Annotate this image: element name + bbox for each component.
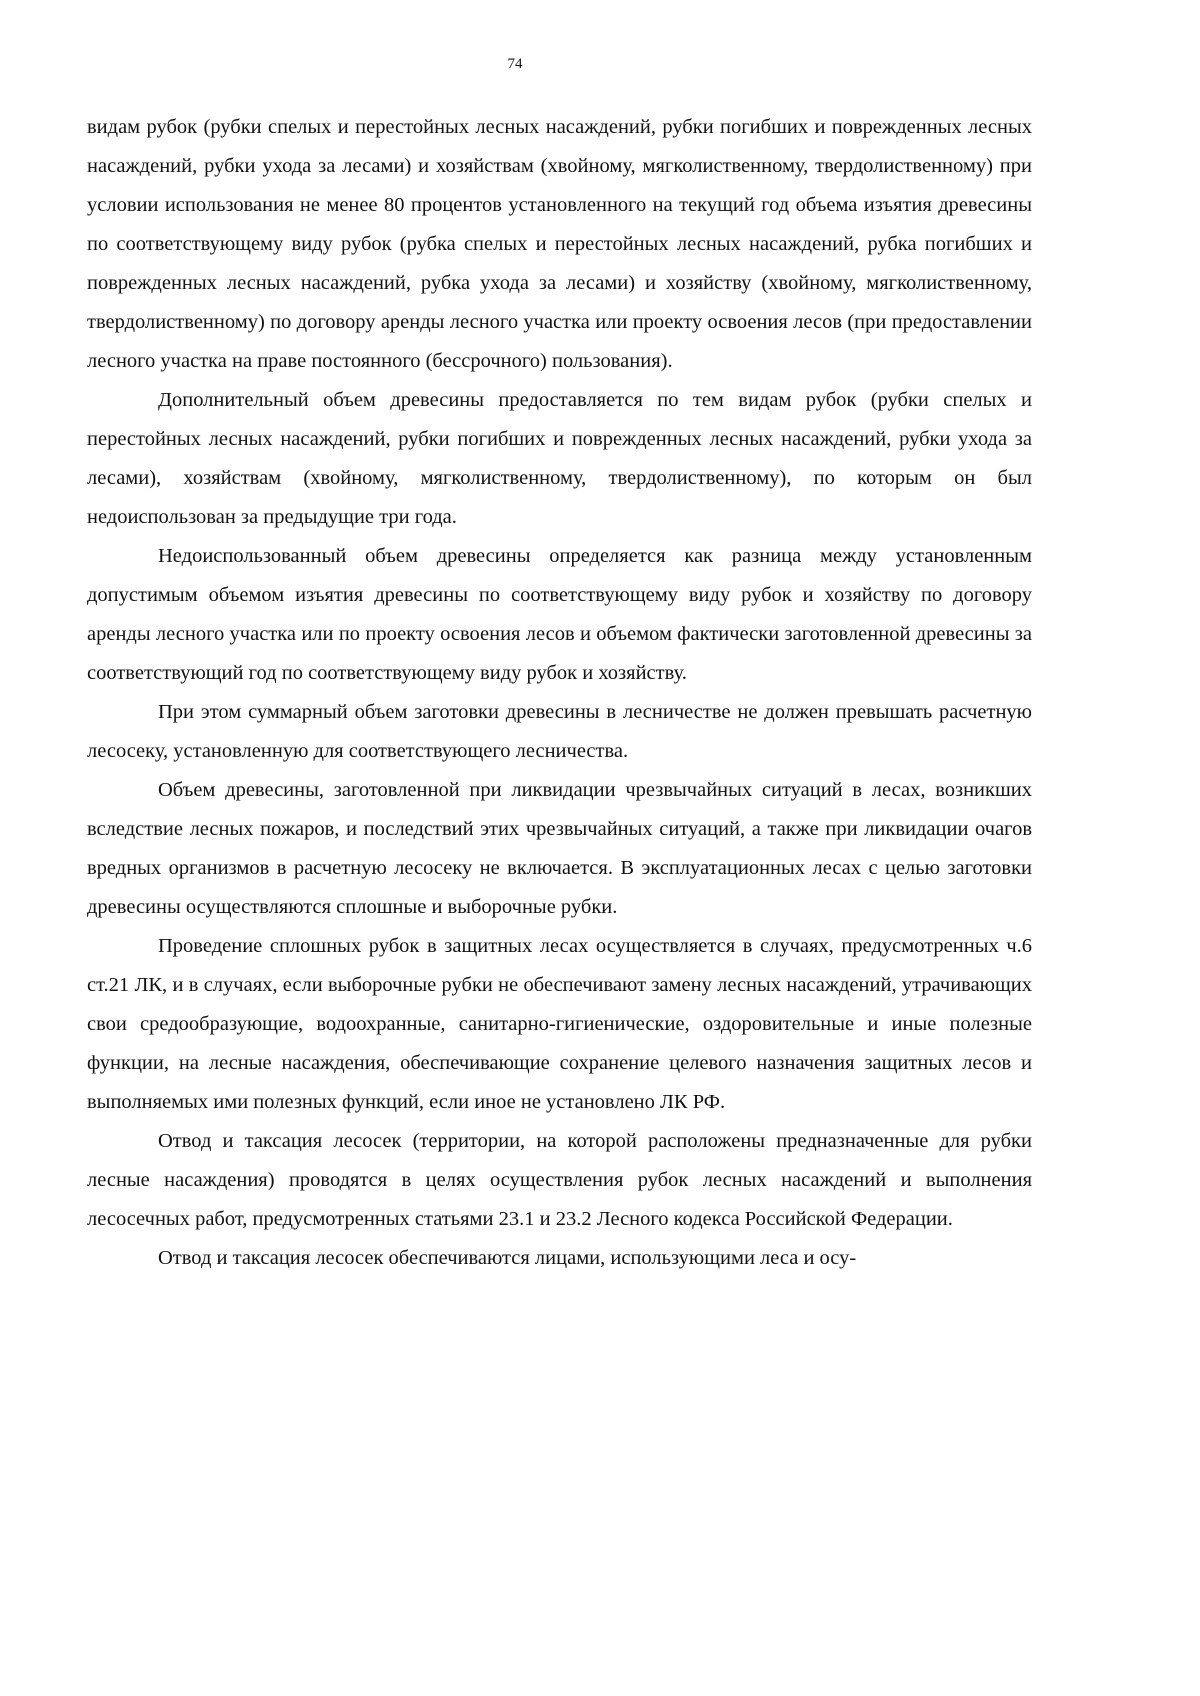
paragraph: Проведение сплошных рубок в защитных лесах осуществляется в случаях, предусмотренных ч.6 ст.21 ЛК, и в случаях, если выборочные рубки не обеспечивают замену лесных насаждений, утрачивающих свои средообразующие, водоохранные, санитарно-гигиенические, оздоровительные и иные полезные функции, на лесные насаждения, обеспечивающие сохранение целевого назначения защитных лесов и выполняемых ими полезных функций, если иное не установлено ЛК РФ.: [87, 935, 1032, 1113]
paragraph: Отвод и таксация лесосек обеспечиваются лицами, использующими леса и осу-: [158, 1247, 857, 1269]
body-text: [87, 108, 1032, 1278]
paragraph: Дополнительный объем древесины предоставляется по тем видам рубок (рубки спелых и перестойных лесных насаждений, рубки погибших и поврежденных лесных насаждений, рубки ухода за лесами), хозяйствам (хвойному, мягколиственному, твердолиственному), по которым он был недоиспользован за предыдущие три года.: [87, 389, 1032, 528]
paragraph: Объем древесины, заготовленной при ликвидации чрезвычайных ситуаций в лесах, возникших вследствие лесных пожаров, и последствий этих чрезвычайных ситуаций, а также при ликвидации очагов вредных организмов в расчетную лесосеку не включается. В эксплуатационных лесах с целью заготовки древесины осуществляются сплошные и выборочные рубки.: [87, 779, 1032, 918]
paragraph: При этом суммарный объем заготовки древесины в лесничестве не должен превышать расчетную лесосеку, установленную для соответствующего лесничества.: [87, 701, 1032, 762]
paragraph: Отвод и таксация лесосек (территории, на которой расположены предназначенные для рубки лесные насаждения) проводятся в целях осуществления рубок лесных насаждений и выполнения лесосечных работ, предусмотренных статьями 23.1 и 23.2 Лесного кодекса Российской Федерации.: [87, 1130, 1032, 1230]
paragraph: видам рубок (рубки спелых и перестойных лесных насаждений, рубки погибших и поврежденных лесных насаждений, рубки ухода за лесами) и хозяйствам (хвойному, мягколиственному, твердолиственному) при условии использования не менее 80 процентов установленного на текущий год объема изъятия древесины по соответствующему виду рубок (рубка спелых и перестойных лесных насаждений, рубка погибших и поврежденных лесных насаждений, рубка ухода за лесами) и хозяйству (хвойному, мягколиственному, твердолиственному) по договору аренды лесного участка или проекту освоения лесов (при предоставлении лесного участка на праве постоянного (бессрочного) пользования).: [87, 116, 1032, 372]
paragraph: Недоиспользованный объем древесины определяется как разница между установленным допустимым объемом изъятия древесины по соответствующему виду рубок и хозяйству по договору аренды лесного участка или по проекту освоения лесов и объемом фактически заготовленной древесины за соответствующий год по соответствующему виду рубок и хозяйству.: [87, 545, 1032, 684]
page-number: 74: [507, 56, 523, 72]
